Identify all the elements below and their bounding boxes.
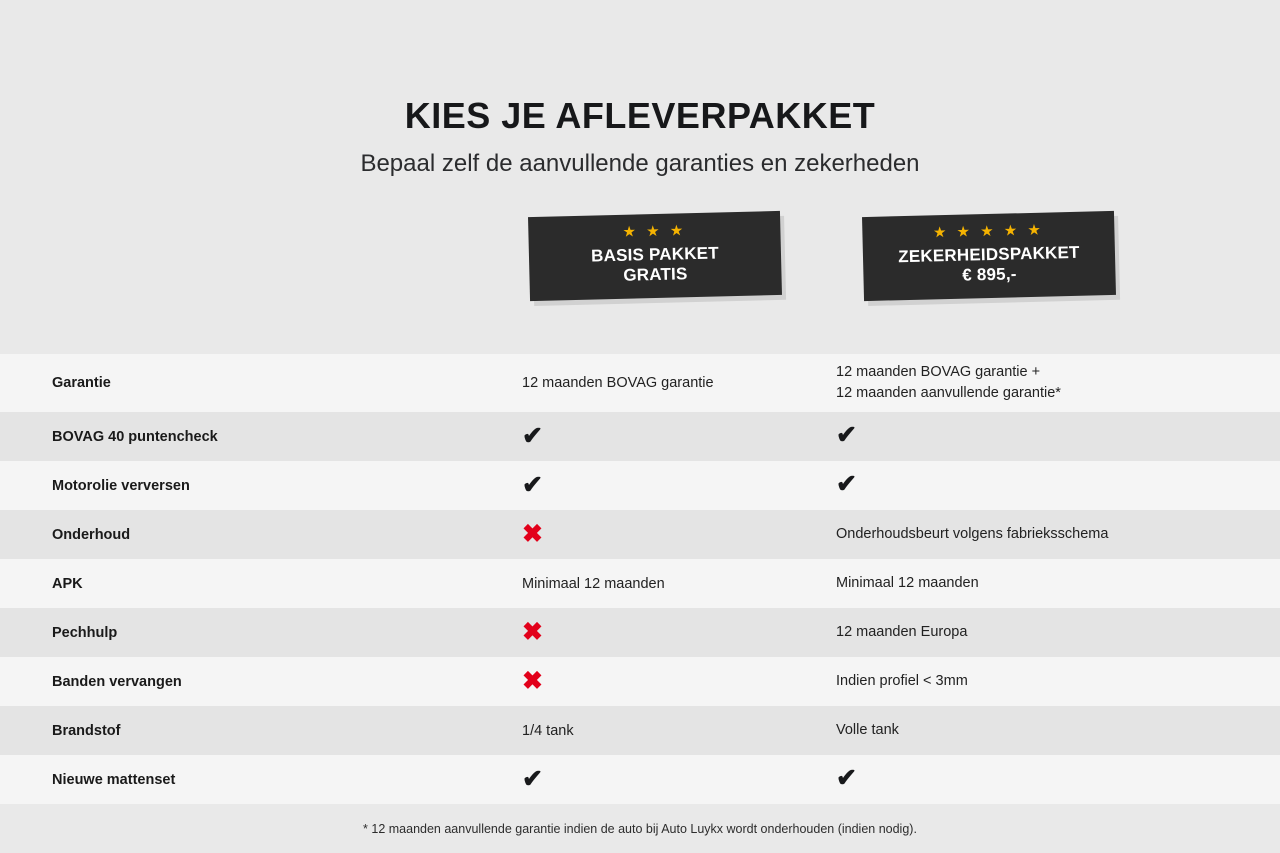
cross-icon: ✖	[522, 520, 543, 549]
feature-label: Motorolie verversen	[52, 477, 190, 494]
table-row	[0, 412, 1280, 461]
feature-value-zekerheid	[833, 472, 1280, 499]
feature-text: 1/4 tank	[522, 722, 574, 739]
feature-value-zekerheid	[833, 720, 1280, 741]
package-price-zekerheid: € 895,-	[962, 264, 1017, 285]
feature-label: APK	[52, 575, 83, 592]
package-price-basis: GRATIS	[623, 264, 688, 285]
feature-label: Banden vervangen	[52, 673, 182, 690]
package-banner-basis[interactable]	[528, 211, 782, 301]
feature-text: Onderhoudsbeurt volgens fabrieksschema	[836, 526, 1109, 543]
table-row	[0, 354, 1280, 412]
feature-value-basis	[500, 620, 833, 645]
feature-text: Minimaal 12 maanden	[522, 575, 665, 592]
package-name-zekerheid: ZEKERHEIDSPAKKET	[898, 243, 1080, 267]
table-row	[0, 755, 1280, 804]
feature-value-zekerheid	[833, 524, 1280, 545]
table-row	[0, 559, 1280, 608]
star-rating-icon: ★ ★ ★	[622, 222, 687, 242]
table-row	[0, 510, 1280, 559]
feature-text: 12 maanden Europa	[836, 624, 968, 641]
feature-label: Garantie	[52, 375, 111, 392]
feature-value-zekerheid	[833, 671, 1280, 692]
feature-label: Nieuwe mattenset	[52, 771, 176, 788]
table-row	[0, 461, 1280, 510]
package-name-basis: BASIS PAKKET	[590, 243, 720, 266]
comparison-table	[0, 354, 1280, 804]
page-title: KIES JE AFLEVERPAKKET	[404, 95, 876, 136]
feature-value-zekerheid	[833, 573, 1280, 594]
feature-value-zekerheid	[833, 423, 1280, 450]
table-row	[0, 706, 1280, 755]
feature-text: Volle tank	[836, 722, 899, 739]
table-row	[0, 657, 1280, 706]
feature-value-basis	[500, 424, 833, 449]
feature-text: Minimaal 12 maanden	[836, 575, 979, 592]
page-header	[0, 0, 1280, 178]
feature-text: Indien profiel < 3mm	[836, 673, 968, 690]
table-row	[0, 608, 1280, 657]
cross-icon: ✖	[522, 618, 543, 647]
feature-label: Pechhulp	[52, 624, 118, 641]
feature-value-basis	[500, 522, 833, 547]
check-icon: ✔	[836, 764, 857, 793]
feature-value-zekerheid	[833, 766, 1280, 793]
feature-value-basis	[500, 375, 833, 391]
footnote-text: * 12 maanden aanvullende garantie indien de auto bij Auto Luykx wordt onderhouden (indien nodig).	[363, 822, 917, 837]
cross-icon: ✖	[522, 667, 543, 696]
feature-value-zekerheid	[833, 622, 1280, 643]
feature-value-zekerheid	[833, 362, 1280, 404]
check-icon: ✔	[522, 765, 543, 794]
feature-label: Onderhoud	[52, 526, 131, 543]
feature-text: 12 maanden BOVAG garantie	[522, 375, 714, 392]
feature-value-basis	[500, 669, 833, 694]
check-icon: ✔	[836, 421, 857, 450]
feature-value-basis	[500, 473, 833, 498]
check-icon: ✔	[522, 471, 543, 500]
star-rating-icon: ★ ★ ★ ★ ★	[932, 222, 1045, 242]
package-banners	[0, 214, 1280, 324]
feature-text-line1: 12 maanden BOVAG garantie +	[836, 364, 1041, 381]
check-icon: ✔	[522, 422, 543, 451]
feature-label: Brandstof	[52, 722, 121, 739]
package-banner-zekerheid[interactable]	[862, 211, 1116, 301]
footnote-bar	[0, 804, 1280, 838]
feature-value-basis	[500, 723, 833, 739]
feature-label: BOVAG 40 puntencheck	[52, 428, 218, 445]
feature-value-basis	[500, 767, 833, 792]
feature-value-basis	[500, 576, 833, 592]
page-subtitle: Bepaal zelf de aanvullende garanties en zekerheden	[360, 149, 920, 177]
check-icon: ✔	[836, 470, 857, 499]
feature-text-line2: 12 maanden aanvullende garantie*	[836, 385, 1061, 402]
